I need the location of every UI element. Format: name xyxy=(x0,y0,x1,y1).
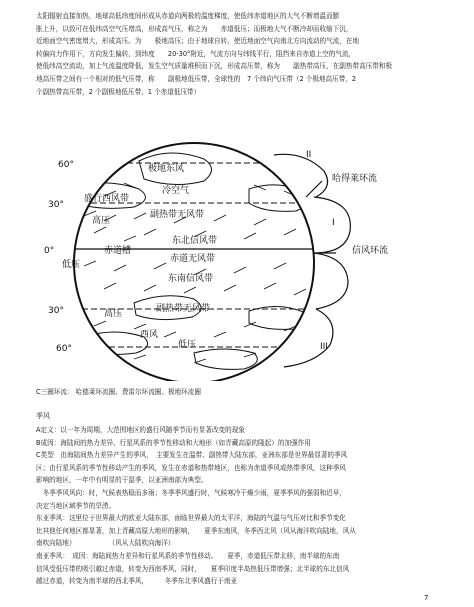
page-number: 7 xyxy=(424,594,429,602)
zone-s-low: 低压 xyxy=(178,340,197,350)
text-line: 越过赤道，转变为南半球的西北季风， 冬季东北季风盛行于南亚 xyxy=(36,577,238,586)
three-cell-circulation-diagram xyxy=(44,141,396,381)
zone-doldrums: 赤道槽 xyxy=(104,246,132,256)
lat-label-30s: 30° xyxy=(48,306,64,316)
text-line: 南吹向陆地） （风从大陆吹向海洋） xyxy=(36,539,175,548)
text-line: B成因：海陆间的热力差异、行星风系的季节性移动和大地形（如青藏高原的隆起）的加强作用 xyxy=(36,438,311,447)
text-line: 太阳辐射直接加热，地球高低纬度间形成从赤道向两极的温度梯度，使低纬赤道地区的大气不断增温而膨 xyxy=(36,12,340,20)
text-line: 影响的地区，一年中有明显的干湿季，以亚洲南部为典型。 xyxy=(36,476,208,485)
intro-paragraph xyxy=(36,10,444,98)
lat-label-60s: 60° xyxy=(56,344,72,354)
trade-cell-label: 信风环流 xyxy=(352,246,389,256)
zone-labels xyxy=(62,162,217,350)
text-line: 近地面空气密度增大，形成高压。为 极地高压；由于地球自转，使近地面空气向南北方向流动的气流，在地 xyxy=(36,37,360,46)
lat-label-30n: 30° xyxy=(48,200,64,210)
zone-cold-air: 冷空气 xyxy=(162,186,190,196)
text-line: 个副热带高压带，2 个副极地低压带，1 个赤道低压带） xyxy=(36,87,201,96)
text-line: 地高压带之间有一个相对的低气压带，称 副极地低压带，全球性的 7 个纬向气压带（2 个极地高压带，2 xyxy=(36,74,357,83)
zone-high-pressure: 高压 xyxy=(92,216,111,226)
cell-ring-I-lower xyxy=(314,253,348,309)
monsoon-paragraph xyxy=(36,424,444,588)
text-line: 信风受低压带的吸引越过赤道，转变为西南季风，同时， 夏季印度半岛热低压带增强；北半球的东北信风 xyxy=(36,564,350,573)
ring-label-II: II xyxy=(306,150,312,160)
cell-ring-III xyxy=(284,309,333,367)
text-line: C类型 由海陆间热力差异产生的季风， 主要发生在温带、副热带大陆东部，亚洲东部是世界最显著的季风 xyxy=(36,451,348,460)
zone-s-subtropical-calm: 副热带无风带 xyxy=(156,304,211,314)
text-line: 冬季季风风向：时，气候表热稳而多雨；冬季季风盛行时，气候寒冷干燥少雨，夏季季风的强弱和迟早， xyxy=(36,488,346,497)
hadley-label: 哈得莱环流 xyxy=(332,174,378,184)
cell-ring-II xyxy=(274,154,328,197)
callout-labels xyxy=(306,150,388,352)
monsoon-section-title: 季风 xyxy=(36,412,50,420)
figure-caption: C三圈环流： 哈德莱环流圈、费雷尔环流圈、极地环流圈 xyxy=(36,388,201,396)
ring-label-III: III xyxy=(320,342,328,352)
text-line: 南亚季风： 成因：海陆间热力差异和行星风系的季节性移动。 夏季，赤道低压带北移，南半球的东南 xyxy=(36,551,340,560)
text-line: 使低纬高空流动，加上气流温度降低，发生空气质量堆积而下沉，形成高压带，称为 副热带高压，在副热带高压带和极 xyxy=(36,62,393,71)
text-line: 比其他任何地区都显著，加上青藏高原大地形的影响， 夏季东南风，冬季西北风（风从海洋吹向陆地，风从 xyxy=(36,526,356,535)
text-line: 东亚季风：这里位于世界最大的欧亚大陆东部，面临世界最大的太平洋，海陆的气温与气压对比和季节变化 xyxy=(36,514,346,523)
text-line: 转偏向力作用下，方向发生偏转，到纬度 20-30°附近，气流方向与纬线平行，阻挡来自赤道上空的气流， xyxy=(36,49,356,58)
zone-se-trades: 东南信风带 xyxy=(168,274,214,284)
zone-subtropical-calm: 副热带无风带 xyxy=(150,210,205,220)
zone-polar-easterlies: 极地东风 xyxy=(148,164,185,174)
zone-westerlies: 盛行西风带 xyxy=(84,194,130,204)
zone-equatorial-calm: 赤道无风带 xyxy=(170,254,216,264)
zone-s-high: 高压 xyxy=(104,309,123,319)
text-line: 决定当地区域季节的旱涝。 xyxy=(36,501,116,510)
lat-label-0: 0° xyxy=(44,246,55,256)
ring-label-I: I xyxy=(332,218,335,228)
text-line: A定义：以一年为周期，大范围地区的盛行风随季节而有显著改变的现象 xyxy=(36,426,245,434)
zone-ne-trades: 东北信风带 xyxy=(172,236,218,246)
text-line: 胀上升，以致可在低纬高空气压增高，形成高气压，称之为 赤道低压；而极地大气不断冷却而收缩下沉， xyxy=(36,24,353,33)
text-line: 区；由行星风系的季节性移动产生的季风，发生在赤道和热带地区，也称为赤道季风或热带季风，这种季风 xyxy=(36,463,346,472)
lat-label-60n: 60° xyxy=(58,160,74,170)
zone-s-westerlies: 西风 xyxy=(140,330,159,340)
zone-low-pressure: 低压 xyxy=(62,260,81,270)
latitude-labels xyxy=(44,160,74,354)
